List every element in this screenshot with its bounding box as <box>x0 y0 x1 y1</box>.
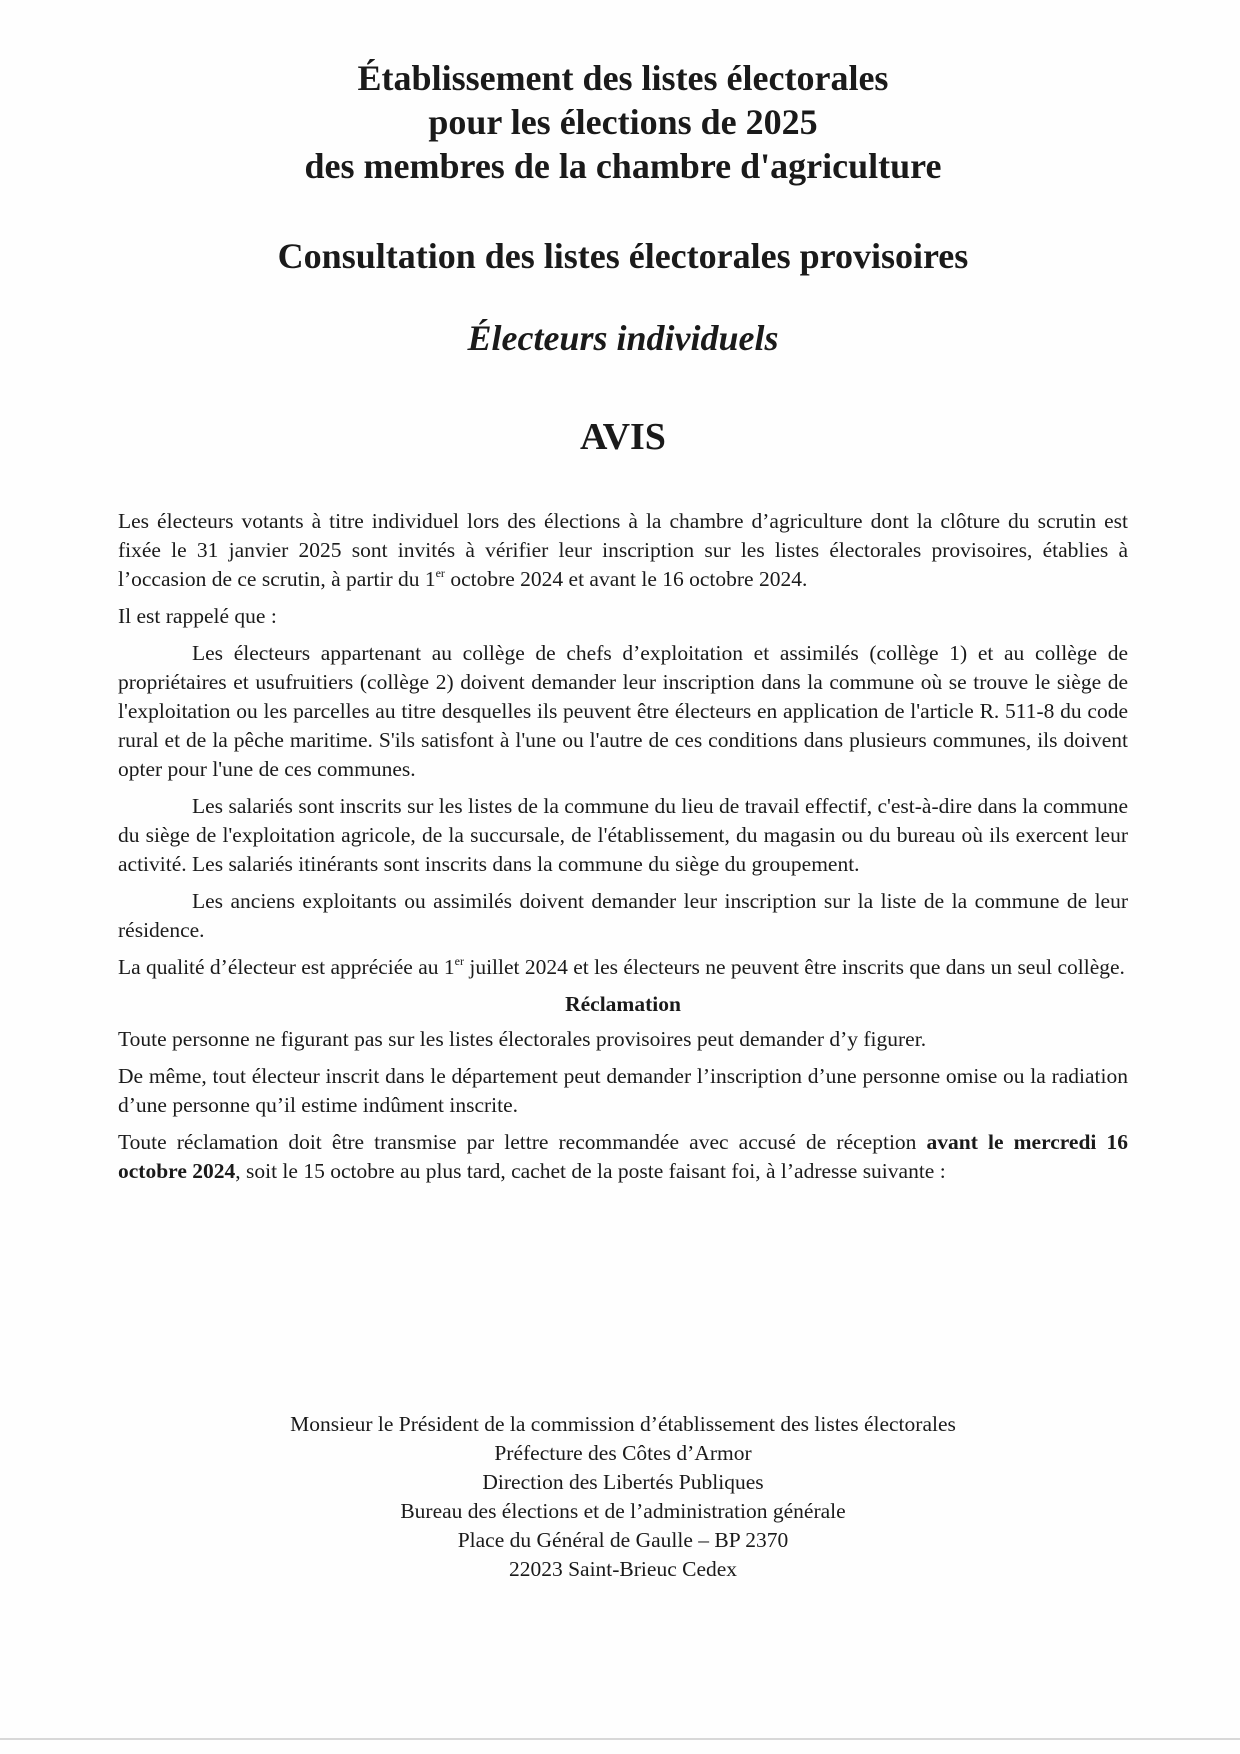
reminder-paragraph: Il est rappelé que : <box>118 604 277 628</box>
title-line-2: pour les élections de 2025 <box>428 102 818 142</box>
claim-heading: Réclamation <box>565 992 681 1016</box>
claim-deadline: avant le mercredi 16 octobre 2024 <box>118 1130 1128 1183</box>
quality-text-end: juillet 2024 et les électeurs ne peuvent être inscrits que dans un seul collège. <box>463 955 1125 979</box>
document-subtitle: Consultation des listes électorales provisoires <box>277 236 969 276</box>
address-line-3: Direction des Libertés Publiques <box>482 1470 764 1494</box>
intro-paragraph <box>118 507 1128 594</box>
intro-text-end: octobre 2024 et avant le 16 octobre 2024. <box>444 567 808 591</box>
intro-superscript: er <box>435 566 445 580</box>
claim-3-text: Toute réclamation doit être transmise par lettre recommandée avec accusé de réception <box>118 1130 927 1154</box>
title-line-3: des membres de la chambre d'agriculture <box>304 146 942 186</box>
address-line-4: Bureau des élections et de l’administration générale <box>400 1499 846 1523</box>
voter-quality-paragraph <box>118 953 1128 982</box>
claim-paragraph-2: De même, tout électeur inscrit dans le département peut demander l’inscription d’une personne omise ou la radiation d’une personne qu’il estime indûment inscrite. <box>118 1064 1128 1117</box>
quality-text: La qualité d’électeur est appréciée au 1 <box>118 955 455 979</box>
address-line-1: Monsieur le Président de la commission d’établissement des listes électorales <box>290 1412 956 1436</box>
scan-edge-line <box>0 1738 1240 1740</box>
voters-heading: Électeurs individuels <box>467 318 779 358</box>
claim-3-text-end: , soit le 15 octobre au plus tard, cachet de la poste faisant foi, à l’adresse suivante : <box>235 1159 946 1183</box>
address-line-2: Préfecture des Côtes d’Armor <box>494 1441 752 1465</box>
mailing-address <box>118 1410 1128 1584</box>
address-line-5: Place du Général de Gaulle – BP 2370 <box>457 1528 789 1552</box>
quality-superscript: er <box>454 954 464 968</box>
claim-paragraph-1: Toute personne ne figurant pas sur les listes électorales provisoires peut demander d’y figurer. <box>118 1027 927 1051</box>
claim-paragraph-3 <box>118 1128 1128 1186</box>
notice-heading: AVIS <box>580 416 666 458</box>
address-line-6: 22023 Saint-Brieuc Cedex <box>508 1557 738 1581</box>
title-line-1: Établissement des listes électorales <box>357 58 889 98</box>
employees-rule-paragraph: Les salariés sont inscrits sur les listes de la commune du lieu de travail effectif, c'est-à-dire dans la commune du siège de l'exploitation agricole, de la succursale, de l'établissement, du magasin ou du bureau où ils exercent leur activité. Les salariés itinérants sont inscrits dans la commune du siège du groupement. <box>118 794 1128 876</box>
document-title <box>118 56 1128 188</box>
former-farmers-rule-paragraph: Les anciens exploitants ou assimilés doivent demander leur inscription sur la liste de la commune de leur résidence. <box>118 889 1128 942</box>
notice-body <box>118 507 1128 1194</box>
colleges-rule-paragraph: Les électeurs appartenant au collège de chefs d’exploitation et assimilés (collège 1) et au collège de propriétaires et usufruitiers (collège 2) doivent demander leur inscription dans la commune où se trouve le siège de l'exploitation ou les parcelles au titre desquelles ils peuvent être électeurs en application de l'article R. 511-8 du code rural et de la pêche maritime. S'ils satisfont à l'une ou l'autre de ces conditions dans plusieurs communes, ils doivent opter pour l'une de ces communes. <box>118 641 1128 781</box>
intro-text: Les électeurs votants à titre individuel lors des élections à la chambre d’agriculture dont la clôture du scrutin est fixée le 31 janvier 2025 sont invités à vérifier leur inscription sur les listes électorales provisoires, établies à l’occasion de ce scrutin, à partir du 1 <box>118 509 1128 591</box>
